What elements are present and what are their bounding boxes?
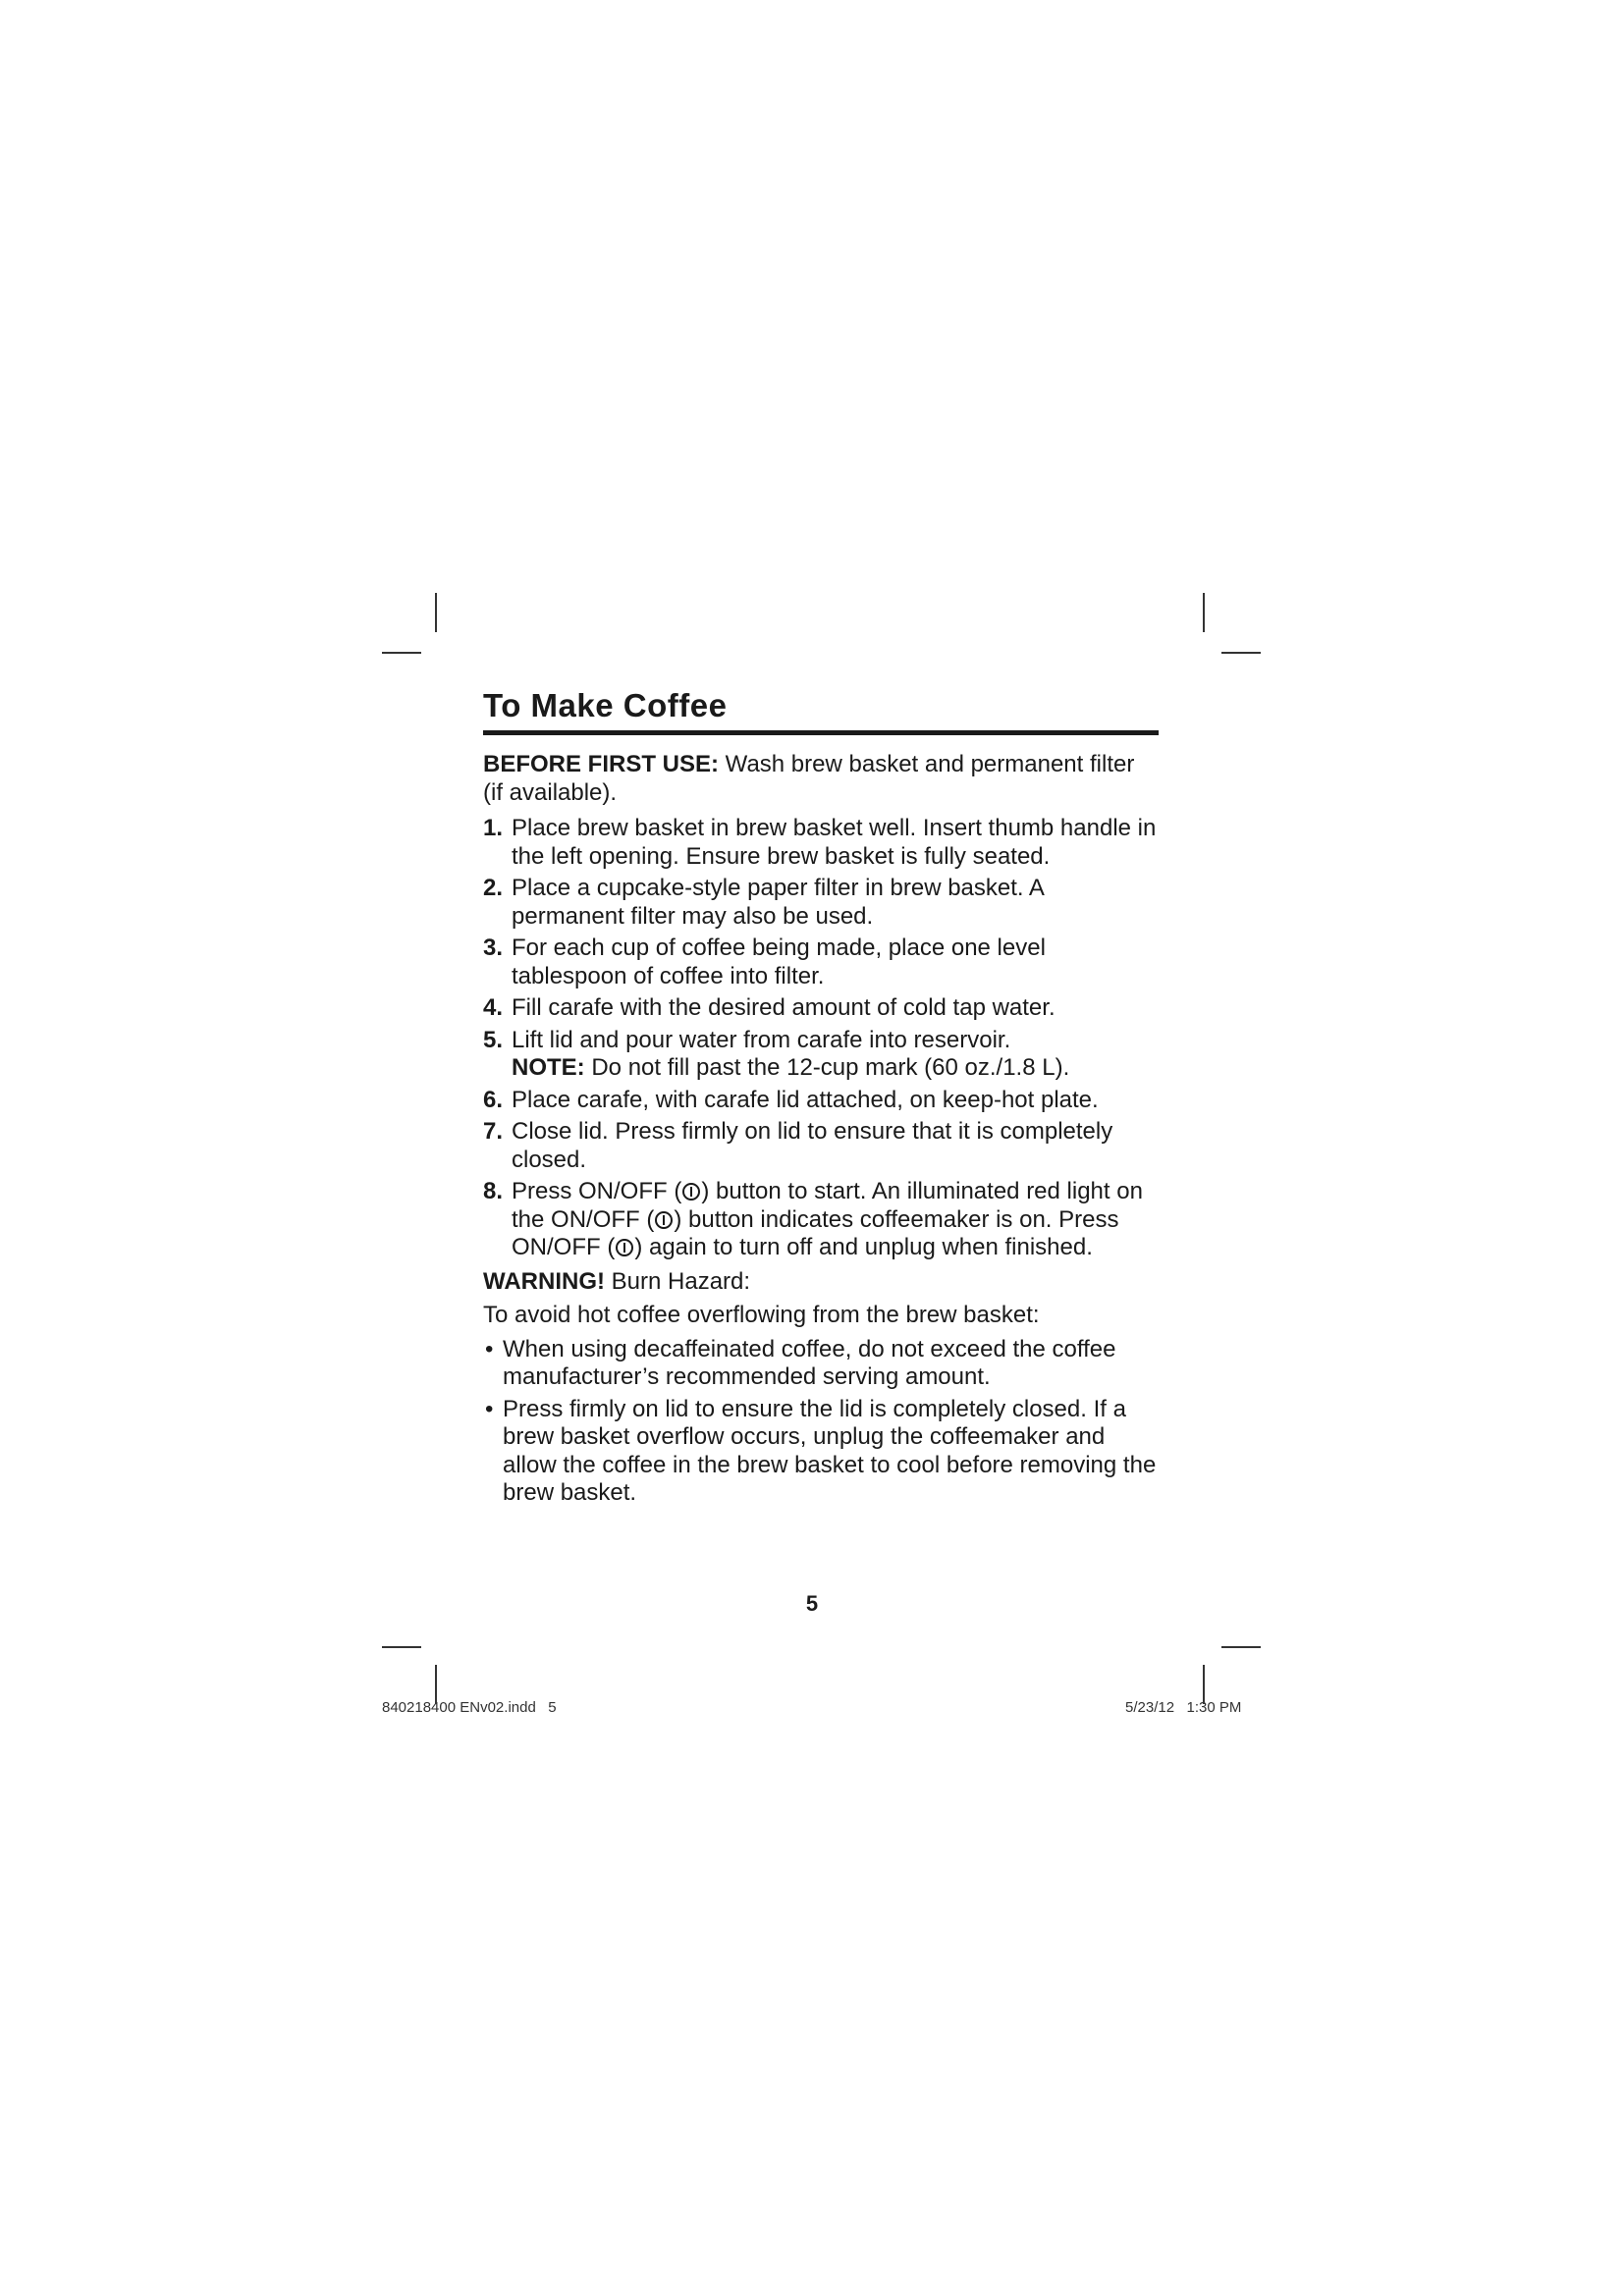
step-text: Place a cupcake-style paper filter in brew basket. A permanent filter may also be used. [512,875,1044,930]
step-item [483,1118,1159,1174]
step-text: Place carafe, with carafe lid attached, on keep-hot plate. [512,1086,1099,1113]
step-item [483,1027,1159,1083]
step-text-part: ) button to start. An illuminated red light on the ON/OFF ( [512,1178,1143,1233]
steps-list [483,815,1159,1262]
step-item [483,1087,1159,1115]
step-number: 3. [483,934,504,961]
step-text: Place brew basket in brew basket well. Insert thumb handle in the left opening. Ensure brew basket is fully seated. [512,815,1157,870]
warning-line [483,1268,1159,1297]
step-item [483,815,1159,871]
before-first-use [483,751,1159,807]
slug-date-info: 5/23/12 1:30 PM [1125,1699,1242,1716]
bullet-item [483,1396,1159,1508]
step-note [512,1054,1159,1083]
crop-mark [382,652,421,654]
step-number: 8. [483,1178,504,1204]
crop-mark [1203,1665,1205,1704]
warning-intro: To avoid hot coffee overflowing from the brew basket: [483,1302,1040,1328]
warning-label: WARNING! [483,1267,605,1295]
step-number: 2. [483,875,504,901]
step-number: 5. [483,1026,504,1053]
bullet-dot: • [485,1395,494,1422]
step-number: 7. [483,1118,504,1145]
warning-bullets [483,1336,1159,1508]
before-first-use-label: BEFORE FIRST USE: [483,751,720,777]
step-text-part: ) again to turn off and unplug when finished. [634,1234,1093,1260]
slug-file-info: 840218400 ENv02.indd 5 [382,1699,557,1716]
crop-mark [382,1646,421,1648]
step-number: 6. [483,1086,504,1113]
warning-text: Burn Hazard: [604,1267,751,1295]
instructions-section [483,687,1159,1512]
crop-mark [1203,593,1205,632]
crop-mark [1221,1646,1261,1648]
step-text: Fill carafe with the desired amount of cold tap water. [512,994,1056,1021]
power-icon [616,1239,633,1256]
step-item [483,875,1159,931]
step-item [483,934,1159,990]
step-text-part: ) button indicates coffeemaker is on. Press ON/OFF ( [512,1205,1119,1260]
step-text: For each cup of coffee being made, place one level tablespoon of coffee into filter. [512,934,1046,989]
step-number: 1. [483,815,504,841]
bullet-item [483,1336,1159,1392]
step-item [483,1178,1159,1262]
crop-mark [1221,652,1261,654]
page-number: 5 [805,1591,819,1616]
step-text-part: Press ON/OFF ( [512,1178,682,1204]
crop-mark [435,593,437,632]
note-text: Do not fill past the 12-cup mark (60 oz./1.8 L). [584,1054,1070,1081]
power-icon [655,1211,673,1229]
bullet-text: Press firmly on lid to ensure the lid is completely closed. If a brew basket overflow occurs, unplug the coffeemaker and allow the coffee in the brew basket to cool before removing the brew basket. [503,1395,1157,1506]
step-number: 4. [483,994,504,1021]
step-item [483,994,1159,1023]
section-title: To Make Coffee [483,687,1159,735]
before-first-use-text: Wash brew basket and permanent filter (if available). [483,751,1135,806]
step-text: Lift lid and pour water from carafe into reservoir. [512,1026,1011,1053]
bullet-dot: • [485,1335,494,1362]
bullet-text: When using decaffeinated coffee, do not exceed the coffee manufacturer’s recommended serving amount. [503,1335,1116,1390]
power-icon [682,1183,700,1201]
crop-mark [435,1665,437,1704]
step-text: Close lid. Press firmly on lid to ensure that it is completely closed. [512,1118,1113,1173]
note-label: NOTE: [512,1054,585,1081]
